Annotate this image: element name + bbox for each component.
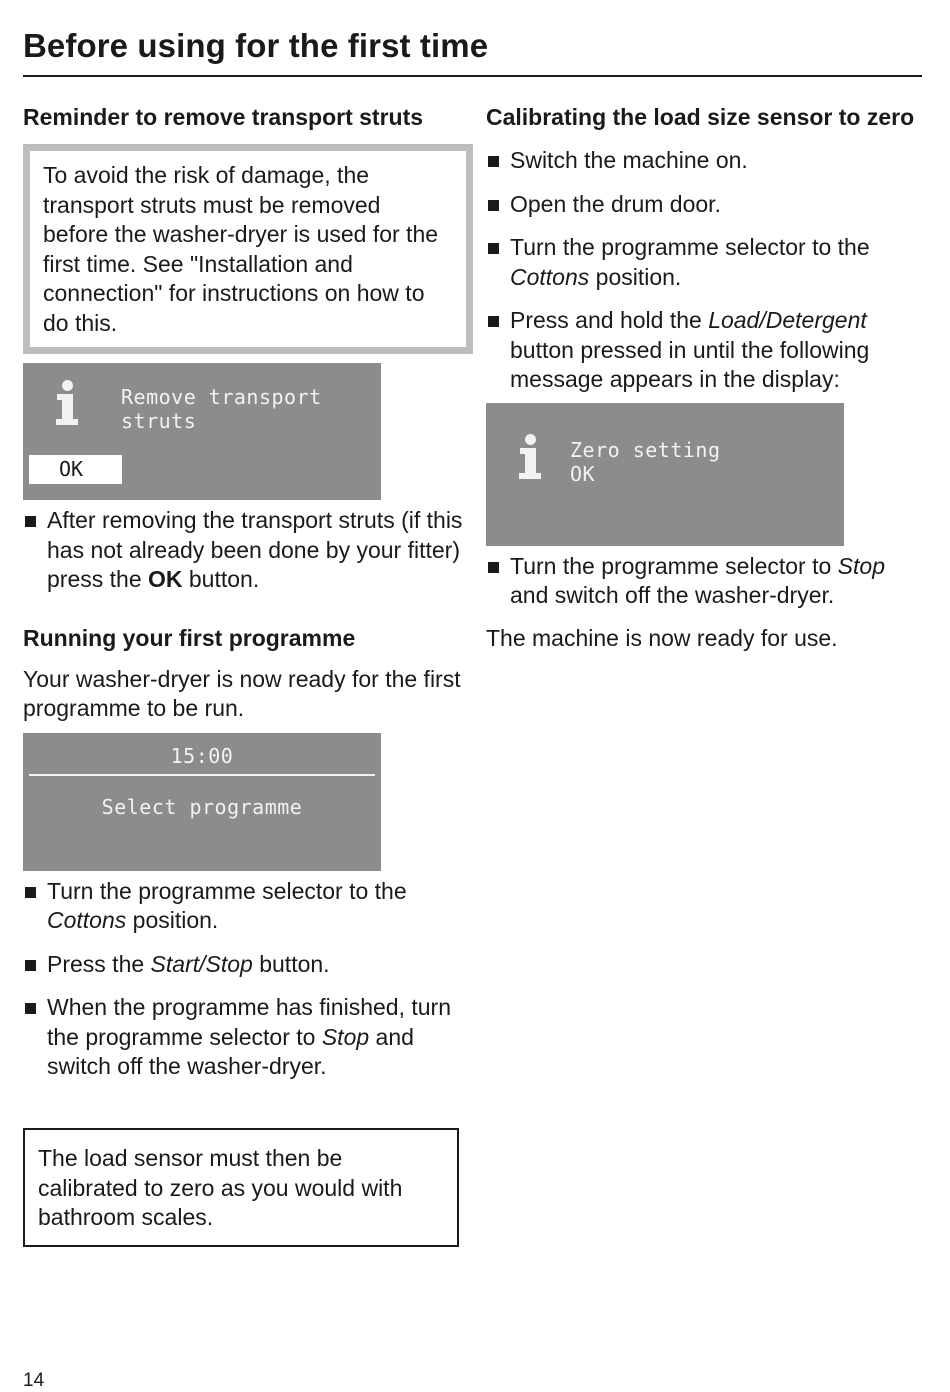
closing-text: The machine is now ready for use. [486, 624, 838, 651]
remove-struts-display [23, 363, 381, 500]
display-message: Remove transport struts [121, 385, 322, 433]
title-rule [23, 75, 922, 77]
running-intro: Your washer-dryer is now ready for the first programme to be run. [23, 665, 461, 721]
reminder-steps [23, 506, 463, 595]
display-message: Zero setting OK [570, 437, 721, 486]
calibrating-final-steps [486, 552, 926, 611]
select-programme-display [23, 733, 381, 871]
list-item: Turn the programme selector to Stop and switch off the washer-dryer. [486, 552, 926, 611]
display-time: 15:00 [170, 743, 234, 768]
page-number: 14 [23, 1370, 45, 1391]
info-icon [56, 380, 78, 428]
transport-struts-warning: To avoid the risk of damage, the transport struts must be removed before the washer-dryer is used for the first time. See "Installation and connection" for instructions on how to do this. [23, 144, 473, 354]
page-title: Before using for the first time [23, 27, 489, 64]
list-item: Press the Start/Stop button. [23, 950, 463, 980]
display-divider [29, 774, 375, 776]
list-item: Press and hold the Load/Detergent button pressed in until the following message appears in the display: [486, 306, 926, 395]
list-item: After removing the transport struts (if this has not already been done by your fitter) press the OK button. [23, 506, 463, 595]
right-column [486, 100, 926, 653]
left-column [23, 100, 463, 1082]
display-message: Select programme [101, 794, 303, 819]
ok-label: OK [29, 455, 122, 484]
zero-setting-display [486, 403, 844, 546]
reminder-heading: Reminder to remove transport struts [23, 104, 424, 130]
list-item: When the programme has finished, turn the programme selector to Stop and switch off the washer-dryer. [23, 993, 463, 1082]
running-steps [23, 877, 463, 1082]
load-sensor-note: The load sensor must then be calibrated to zero as you would with bathroom scales. [23, 1128, 459, 1247]
running-heading: Running your first programme [23, 624, 356, 651]
list-item: Switch the machine on. [486, 146, 926, 176]
list-item: Turn the programme selector to the Cottons position. [23, 877, 463, 936]
info-icon [519, 434, 541, 482]
list-item: Turn the programme selector to the Cottons position. [486, 233, 926, 292]
calibrating-heading: Calibrating the load size sensor to zero [486, 104, 915, 130]
list-item: Open the drum door. [486, 190, 926, 220]
calibrating-steps [486, 146, 926, 395]
